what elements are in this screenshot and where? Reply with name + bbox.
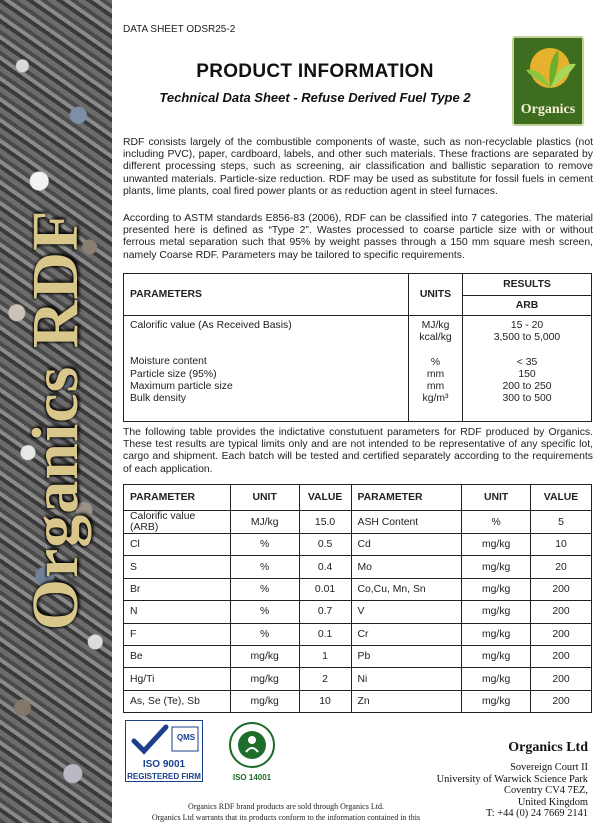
table-cell: 0.7 [299,601,351,623]
table-cell: 10 [531,534,592,556]
table-cell: V [351,601,462,623]
registered-firm-label: REGISTERED FIRM [127,772,201,781]
param-row: Maximum particle size [130,380,233,392]
sidebar-title: Organics RDF [19,209,92,631]
constituent-intro: The following table provides the indictative constutuent parameters for RDF produced by Organics. These test results are typical limits only and are not intended to be representative of any specific lot, cargo and shipment. Each batch will be tested and certified separately according to the requirements of each application. [123,427,593,475]
result-value: 150 [518,368,536,380]
leaf-icon [514,42,586,102]
unit-value: kcal/kg [419,332,452,344]
unit-value: kg/m³ [422,393,449,405]
table-cell: mg/kg [462,556,531,578]
param-row: Moisture content [130,356,207,368]
iso-9001-text: ISO 9001 [142,759,186,770]
document-reference: DATA SHEET ODSR25-2 [123,24,236,35]
result-value: 3,500 to 5,000 [493,332,561,344]
column-header: UNIT [462,485,531,511]
table-cell: 5 [531,511,592,534]
table-cell: mg/kg [462,645,531,667]
page-subtitle: Technical Data Sheet - Refuse Derived Fuel Type 2 [159,90,471,105]
table-cell: 0.4 [299,556,351,578]
logo-text: Organics [520,102,576,117]
table-cell: F [124,623,231,645]
table-row [124,578,592,600]
column-header: PARAMETER [124,485,231,511]
table-cell: Hg/Ti [124,668,231,690]
company-name: Organics Ltd [508,740,588,755]
table-cell: 0.1 [299,623,351,645]
iso-9001-badge [125,720,203,782]
table-cell: % [230,534,299,556]
table-row [124,690,592,712]
table-cell: 0.01 [299,578,351,600]
column-header: PARAMETER [351,485,462,511]
table-cell: % [230,623,299,645]
page-title: PRODUCT INFORMATION [196,61,434,82]
param-calorific: Calorific value (As Received Basis) [130,320,292,331]
constituent-table [123,484,592,713]
footer-line-1: Organics RDF brand products are sold through Organics Ltd. [188,802,384,811]
table-header-row [124,485,592,511]
footer-line-2: Organics Ltd warrants that its products conform to the information contained in this [151,813,421,822]
table-cell: 200 [531,623,592,645]
table-cell: mg/kg [462,578,531,600]
table-row [124,668,592,690]
iso-14001-badge [224,720,280,782]
results-table [123,273,592,422]
param-row: Bulk density [130,393,187,405]
address-line: University of Warwick Science Park [436,773,588,785]
result-value: < 35 [516,356,538,368]
result-value: 200 to 250 [502,381,552,393]
table-cell: mg/kg [462,690,531,712]
table-cell: Br [124,578,231,600]
table-cell: ASH Content [351,511,462,534]
table-row [124,511,592,534]
table-cell: mg/kg [462,623,531,645]
table-cell: mg/kg [462,534,531,556]
table-cell: Zn [351,690,462,712]
header-parameters: PARAMETERS [124,274,409,316]
constituent-table-body [124,485,592,713]
table-cell: mg/kg [462,601,531,623]
table-cell: Pb [351,645,462,667]
table-cell: 200 [531,690,592,712]
table-cell: Cr [351,623,462,645]
address-line: Sovereign Court II [510,762,588,773]
table-cell: N [124,601,231,623]
header-units: UNITS [409,274,463,316]
table-cell: % [462,511,531,534]
table-cell: S [124,556,231,578]
table-row [124,623,592,645]
column-header: VALUE [531,485,592,511]
table-cell: MJ/kg [230,511,299,534]
units-column [409,316,463,422]
table-cell: 10 [299,690,351,712]
table-cell: % [230,578,299,600]
table-cell: Be [124,645,231,667]
unit-value: MJ/kg [421,320,450,331]
table-cell: mg/kg [462,668,531,690]
table-cell: As, Se (Te), Sb [124,690,231,712]
table-cell: 0.5 [299,534,351,556]
intro-paragraph-1: RDF consists largely of the combustible components of waste, such as non-recyclable plastics (not including PVC), paper, cardboard, labels, and other such materials. These fractions are separated by different processing steps, such as screening, air classification and ballistic separation to remove unwanted materials. Particle-size reduction. RDF may be used as substitute for fossil fuels in cement plants, lime plants, coal fired power plants or as reduction agent in steel furnaces. [123,137,593,197]
table-row [124,601,592,623]
table-cell: % [230,601,299,623]
table-cell: 15.0 [299,511,351,534]
iso-14001-text: ISO 14001 [232,773,272,782]
table-cell: % [230,556,299,578]
table-cell: 20 [531,556,592,578]
header-arb: ARB [463,296,592,316]
organics-logo [512,36,584,126]
table-cell: Calorific value (ARB) [124,511,231,534]
table-cell: 200 [531,645,592,667]
table-cell: 200 [531,601,592,623]
table-cell: 2 [299,668,351,690]
table-row [124,645,592,667]
header-results: RESULTS [463,274,592,296]
result-value: 300 to 500 [502,393,552,405]
environment-management-icon [224,720,280,770]
phone-number: T: +44 (0) 24 7669 2141 [485,808,588,820]
table-cell: Cd [351,534,462,556]
table-row [124,556,592,578]
results-column [463,316,592,422]
company-info [437,740,588,820]
table-cell: Co,Cu, Mn, Sn [351,578,462,600]
table-cell: mg/kg [230,668,299,690]
result-value: 15 - 20 [510,320,544,331]
table-cell: Mo [351,556,462,578]
table-cell: Ni [351,668,462,690]
column-header: VALUE [299,485,351,511]
table-cell: 200 [531,668,592,690]
table-row [124,534,592,556]
address-line: United Kingdom [517,796,588,808]
param-row: Particle size (95%) [130,368,217,380]
table-cell: Cl [124,534,231,556]
table-cell: mg/kg [230,645,299,667]
address-line: Coventry CV4 7EZ, [504,785,588,797]
table-cell: 200 [531,578,592,600]
table-cell: 1 [299,645,351,667]
unit-value: % [430,356,441,368]
parameter-column [124,316,409,422]
intro-paragraph-2: According to ASTM standards E856-83 (2006), RDF can be classified into 7 categories. The material presented here is defined as “Type 2”. Wastes processed to coarse particle size with or without ferrous metal separation such that 95% by weight passes through a 150 mm square mesh screen, namely Coarse RDF. Parameters may be tailored to specific requirements. [123,213,593,261]
unit-value: mm [426,381,445,393]
unit-value: mm [426,368,445,380]
qms-label: QMS [176,733,196,742]
sidebar-photo-strip [0,0,112,823]
column-header: UNIT [230,485,299,511]
table-cell: mg/kg [230,690,299,712]
